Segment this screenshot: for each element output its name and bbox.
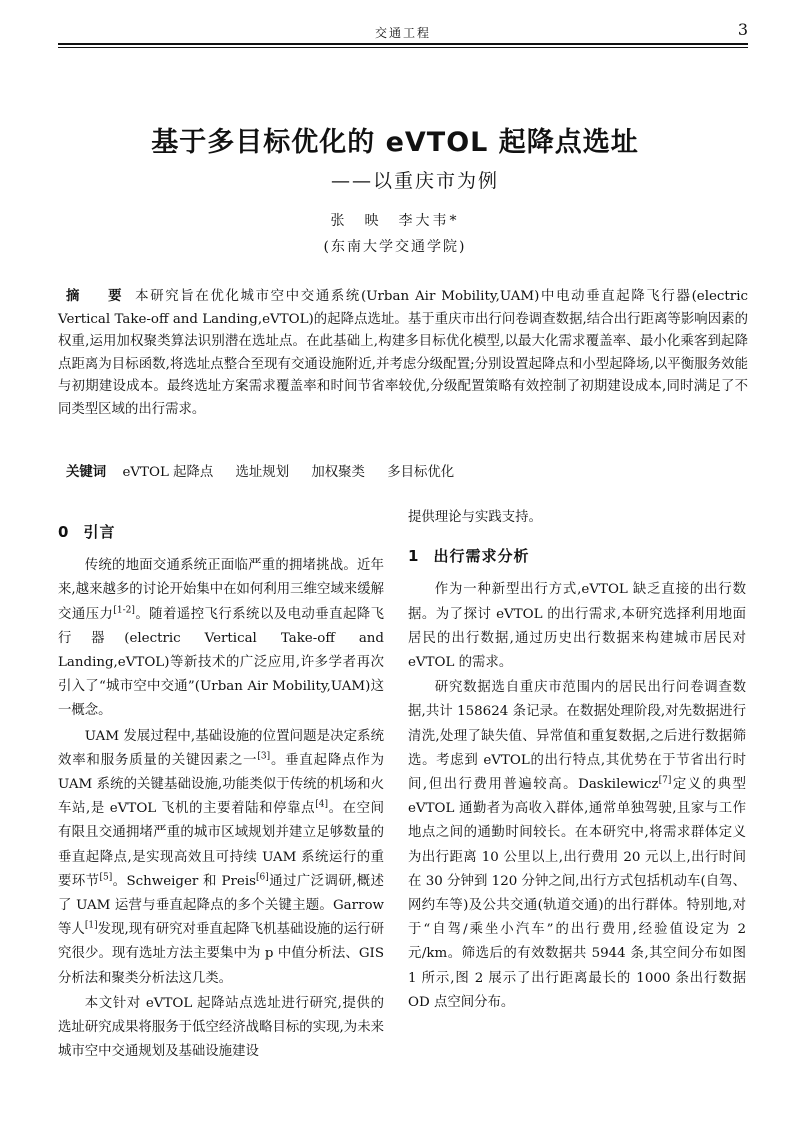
journal-name: 交通工程: [374, 26, 431, 40]
section-title: 引言: [83, 523, 116, 541]
paragraph: 研究数据选自重庆市范围内的居民出行问卷调查数据,共计 158624 条记录。在数据处理阶段,对先数据进行清洗,处理了缺失值、异常值和重复数据,之后进行数据筛选。考虑到 eVTOL的出行特点,其优势在于节省出行时间,但出行费用普遍较高。Daskilewicz[7]定义的典型 eVTOL 通勤者为高收入群体,通常单独驾驶,且家与工作地点之间的通勤时间较长。在本研究中,将需求群体定义为出行距离 10 公里以上,出行费用 20 元以上,出行时间在 30 分钟到 120 分钟之间,出行方式包括机动车(自驾、网约车等)及公共交通(轨道交通)的出行群体。特别地,对于“自驾/乘坐小汽车”的出行费用,经验值设定为 2 元/km。筛选后的有效数据共 5944 条,其空间分布如图 1 所示,图 2 展示了出行距离最长的 1000 条出行数据 OD 点空间分布。: [408, 680, 747, 1010]
paragraph: UAM 发展过程中,基础设施的位置问题是决定系统效率和服务质量的关键因素之一[3]。垂直起降点作为 UAM 系统的关键基础设施,功能类似于传统的机场和火车站,是 eVTOL 飞机的主要着陆和停靠点[4]。在空间有限且交通拥堵严重的城市区域规划并建立足够数量的垂直起降点,是实现高效且可持续 UAM 系统运行的重要环节[5]。Schweiger 和 Preis[6]通过广泛调研,概述了 UAM 运营与垂直起降点的多个关键主题。Garrow 等人[1]发现,现有研究对垂直起降飞机基础设施的运行研究很少。现有选址方法主要集中为 p 中值分析法、GIS 分析法和聚类分析法这几类。: [58, 728, 385, 986]
citation: [7]: [658, 775, 672, 786]
keyword-item: 加权聚类: [311, 465, 365, 480]
authors: 张 映 李大韦*: [330, 213, 460, 229]
citation: [6]: [256, 872, 269, 883]
citation: [5]: [99, 872, 113, 883]
header-rule-thick: [58, 43, 748, 45]
right-column: [408, 506, 746, 1016]
section-heading-travel-demand: [408, 544, 746, 568]
abstract: [58, 286, 748, 421]
affiliation: (东南大学交通学院): [323, 239, 467, 255]
citation: [1-2]: [113, 605, 135, 616]
section-number: 1: [408, 547, 420, 566]
paragraph-continuation: 提供理论与实践支持。: [408, 510, 542, 525]
paper-title: 基于多目标优化的 eVTOL 起降点选址: [151, 127, 639, 158]
keyword-item: 多目标优化: [387, 465, 455, 480]
citation: [4]: [315, 799, 328, 810]
citation: [3]: [257, 751, 271, 762]
keywords: [58, 462, 748, 484]
keyword-item: 选址规划: [235, 465, 290, 480]
section-title: 出行需求分析: [433, 547, 530, 566]
running-header: [58, 18, 748, 42]
header-rule-thin: [58, 47, 748, 48]
keyword-item: eVTOL 起降点: [122, 465, 214, 480]
paragraph: 作为一种新型出行方式,eVTOL 缺乏直接的出行数据。为了探讨 eVTOL 的出行需求,本研究选择利用地面居民的出行数据,通过历史出行数据来构建城市居民对 eVTOL 的需求。: [408, 582, 746, 671]
section-number: 0: [58, 523, 70, 541]
page-number: 3: [737, 20, 748, 39]
paragraph: 本文针对 eVTOL 起降站点选址进行研究,提供的选址研究成果将服务于低空经济战略目标的实现,为未来城市空中交通规划及基础设施建设: [58, 995, 384, 1060]
abstract-text: 本研究旨在优化城市空中交通系统(Urban Air Mobility,UAM)中电动垂直起降飞行器(electric Vertical Take-off and Landing,eVTOL)的起降点选址。基于重庆市出行问卷调查数据,结合出行距离等影响因素的权重,运用加权聚类算法识别潜在选址点。在此基础上,构建多目标优化模型,以最大化需求覆盖率、最小化乘客到起降点距离为目标函数,将选址点整合至现有交通设施附近,并考虑分级配置;分别设置起降点和小型起降场,以平衡服务效能与初期建设成本。最终选址方案需求覆盖率和时间节省率较优,分级配置策略有效控制了初期建设成本,同时满足了不同类型区域的出行需求。: [58, 289, 748, 417]
left-column: [58, 506, 384, 1065]
paper-subtitle: ——以重庆市为例: [330, 170, 499, 192]
abstract-label: 摘 要: [66, 289, 130, 304]
citation: [1]: [84, 920, 98, 931]
paragraph: 传统的地面交通系统正面临严重的拥堵挑战。近年来,越来越多的讨论开始集中在如何利用三维空域来缓解交通压力[1-2]。随着遥控飞行系统以及电动垂直起降飞行器(electric Vertical Take-off and Landing,eVTOL)等新技术的广泛应用,许多学者再次引入了“城市空中交通”(Urban Air Mobility,UAM)这一概念。: [58, 558, 385, 719]
section-heading-introduction: [58, 520, 384, 544]
keywords-label: 关键词: [66, 465, 107, 480]
